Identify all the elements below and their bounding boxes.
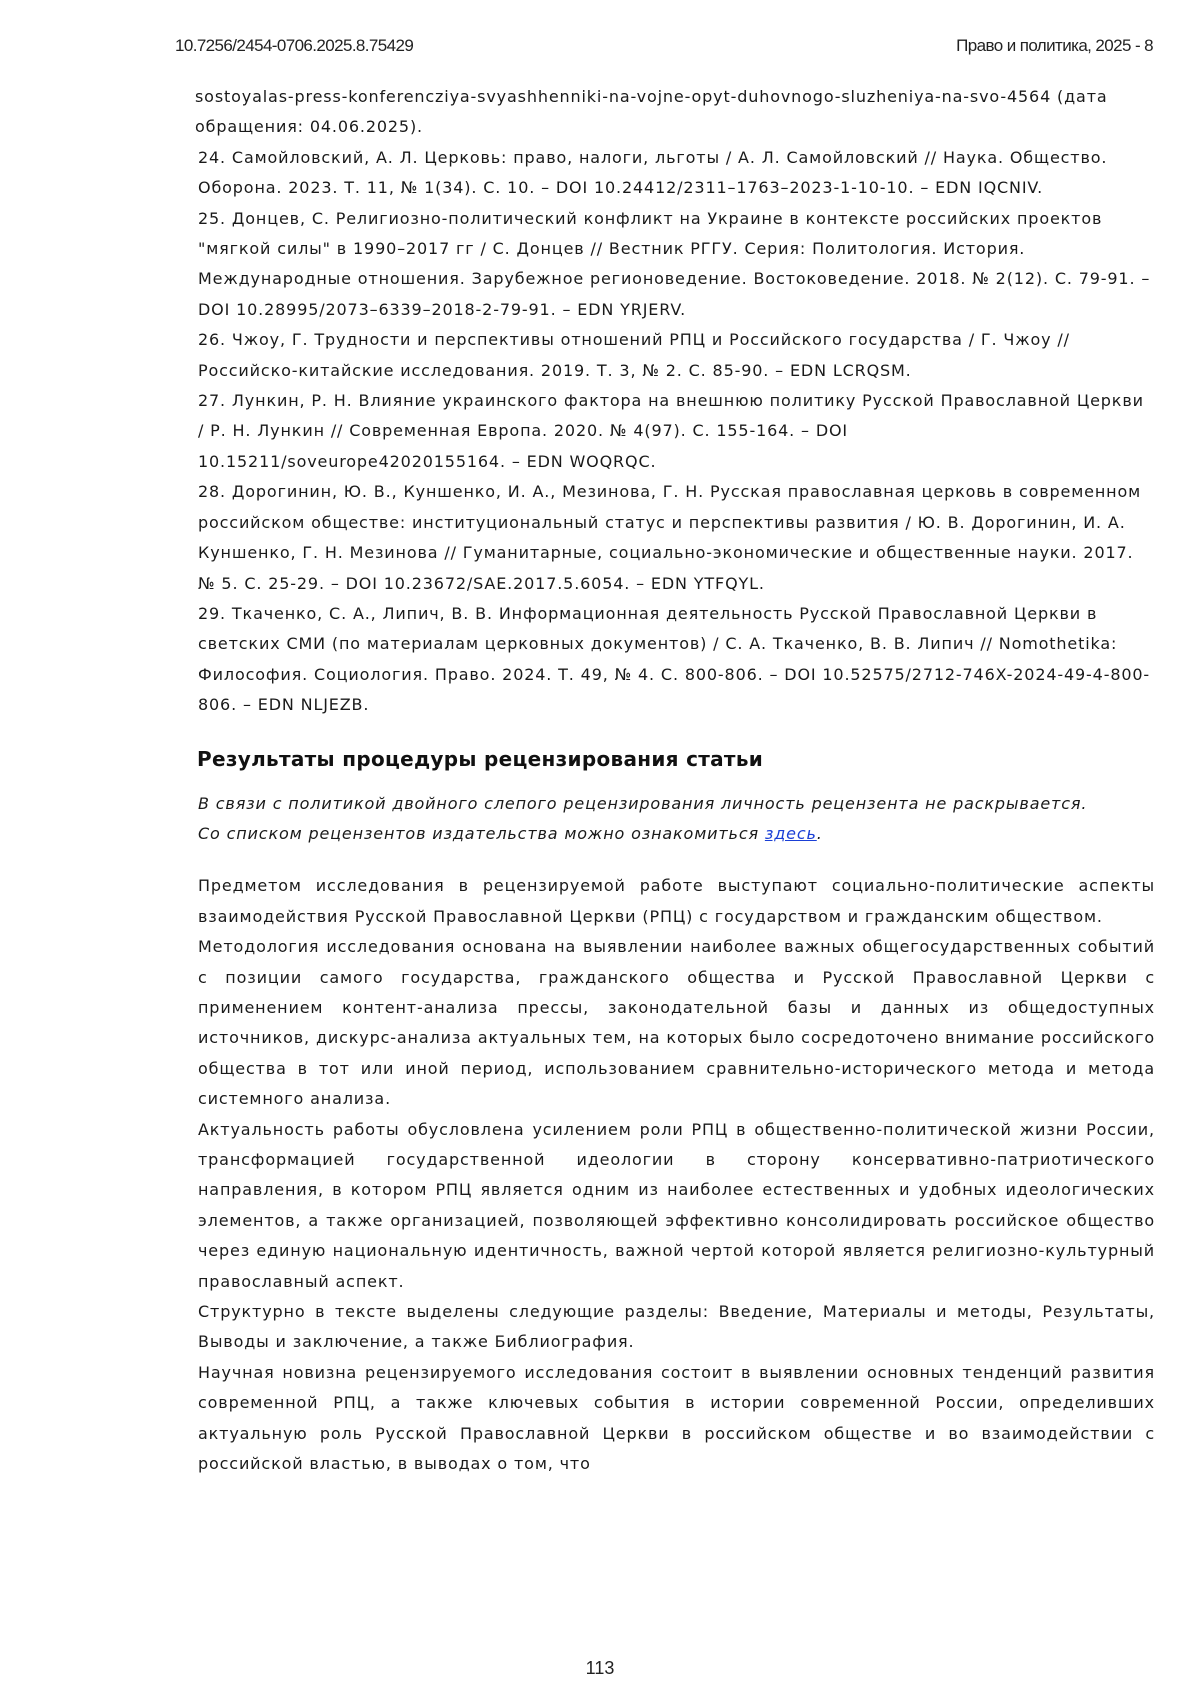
article-doi: 10.7256/2454-0706.2025.8.75429: [175, 36, 413, 56]
review-paragraph: Структурно в тексте выделены следующие разделы: Введение, Материалы и методы, Результаты, Выводы и заключение, а также Библиография.: [198, 1297, 1155, 1358]
review-heading: Результаты процедуры рецензирования статьи: [197, 744, 1155, 774]
reference-list: [195, 82, 1155, 721]
reference-item: 28. Дорогинин, Ю. В., Куншенко, И. А., Мезинова, Г. Н. Русская православная церковь в современном российском обществе: институциональный статус и перспективы развития / Ю. В. Дорогинин, И. А. Куншенко, Г. Н. Мезинова // Гуманитарные, социально-экономические и общественные науки. 2017. № 5. С. 25-29. – DOI 10.23672/SAE.2017.5.6054. – EDN YTFQYL.: [195, 477, 1155, 599]
review-paragraph: Методология исследования основана на выявлении наиболее важных общегосударственных событий с позиции самого государства, гражданского общества и Русской Православной Церкви с применением контент-анализа прессы, законодательной базы и данных из общедоступных источников, дискурс-анализа актуальных тем, на которых было сосредоточено внимание российского общества в тот или иной период, использованием сравнительно-исторического метода и метода системного анализа.: [198, 932, 1155, 1114]
reference-item: 27. Лункин, Р. Н. Влияние украинского фактора на внешнюю политику Русской Православной Церкви / Р. Н. Лункин // Современная Европа. 2020. № 4(97). С. 155-164. – DOI 10.15211/soveurope42020155164. – EDN WOQRQC.: [195, 386, 1155, 477]
review-paragraph: Предметом исследования в рецензируемой работе выступают социально-политические аспекты взаимодействия Русской Православной Церкви (РПЦ) с государством и гражданским обществом.: [198, 871, 1155, 932]
blind-review-notice: В связи с политикой двойного слепого рецензирования личность рецензента не раскрывается.: [198, 789, 1155, 819]
page-content: [195, 82, 1155, 1479]
reference-item: 26. Чжоу, Г. Трудности и перспективы отношений РПЦ и Российского государства / Г. Чжоу // Российско-китайские исследования. 2019. Т. 3, № 2. С. 85-90. – EDN LCRQSM.: [195, 325, 1155, 386]
reference-item: 29. Ткаченко, С. А., Липич, В. В. Информационная деятельность Русской Православной Церкви в светских СМИ (по материалам церковных документов) / С. А. Ткаченко, В. В. Липич // Nomothetika: Философия. Социология. Право. 2024. Т. 49, № 4. С. 800-806. – DOI 10.52575/2712-746X-2024-49-4-800-806. – EDN NLJEZB.: [195, 599, 1155, 721]
reference-item: sostoyalas-press-konferencziya-svyashhenniki-na-vojne-opyt-duhovnogo-sluzheniya-na-svo-4564 (дата обращения: 04.06.2025).: [195, 82, 1155, 143]
review-paragraph: Научная новизна рецензируемого исследования состоит в выявлении основных тенденций развития современной РПЦ, а также ключевых события в истории современной России, определивших актуальную роль Русской Православной Церкви в российском обществе и во взаимодействии с российской властью, в выводах о том, что: [198, 1358, 1155, 1480]
review-notice: [198, 789, 1155, 850]
reviewers-list-line: Со списком рецензентов издательства можно ознакомиться здесь.: [198, 819, 1155, 849]
journal-issue: Право и политика, 2025 - 8: [956, 36, 1153, 56]
reference-item: 24. Самойловский, А. Л. Церковь: право, налоги, льготы / А. Л. Самойловский // Наука. Общество. Оборона. 2023. Т. 11, № 1(34). С. 10. – DOI 10.24412/2311–1763–2023-1-10-10. – EDN IQCNIV.: [195, 143, 1155, 204]
reviewers-list-link[interactable]: здесь: [765, 824, 817, 843]
review-body: [198, 871, 1155, 1479]
reference-item: 25. Донцев, С. Религиозно-политический конфликт на Украине в контексте российских проектов "мягкой силы" в 1990–2017 гг / С. Донцев // Вестник РГГУ. Серия: Политология. История. Международные отношения. Зарубежное регионоведение. Востоковедение. 2018. № 2(12). С. 79-91. – DOI 10.28995/2073–6339–2018-2-79-91. – EDN YRJERV.: [195, 204, 1155, 326]
review-paragraph: Актуальность работы обусловлена усилением роли РПЦ в общественно-политической жизни России, трансформацией государственной идеологии в сторону консервативно-патриотического направления, в котором РПЦ является одним из наиболее естественных и удобных идеологических элементов, а также организацией, позволяющей эффективно консолидировать российское общество через единую национальную идентичность, важной чертой которой является религиозно-культурный православный аспект.: [198, 1115, 1155, 1297]
page-number: 113: [0, 1658, 1200, 1679]
